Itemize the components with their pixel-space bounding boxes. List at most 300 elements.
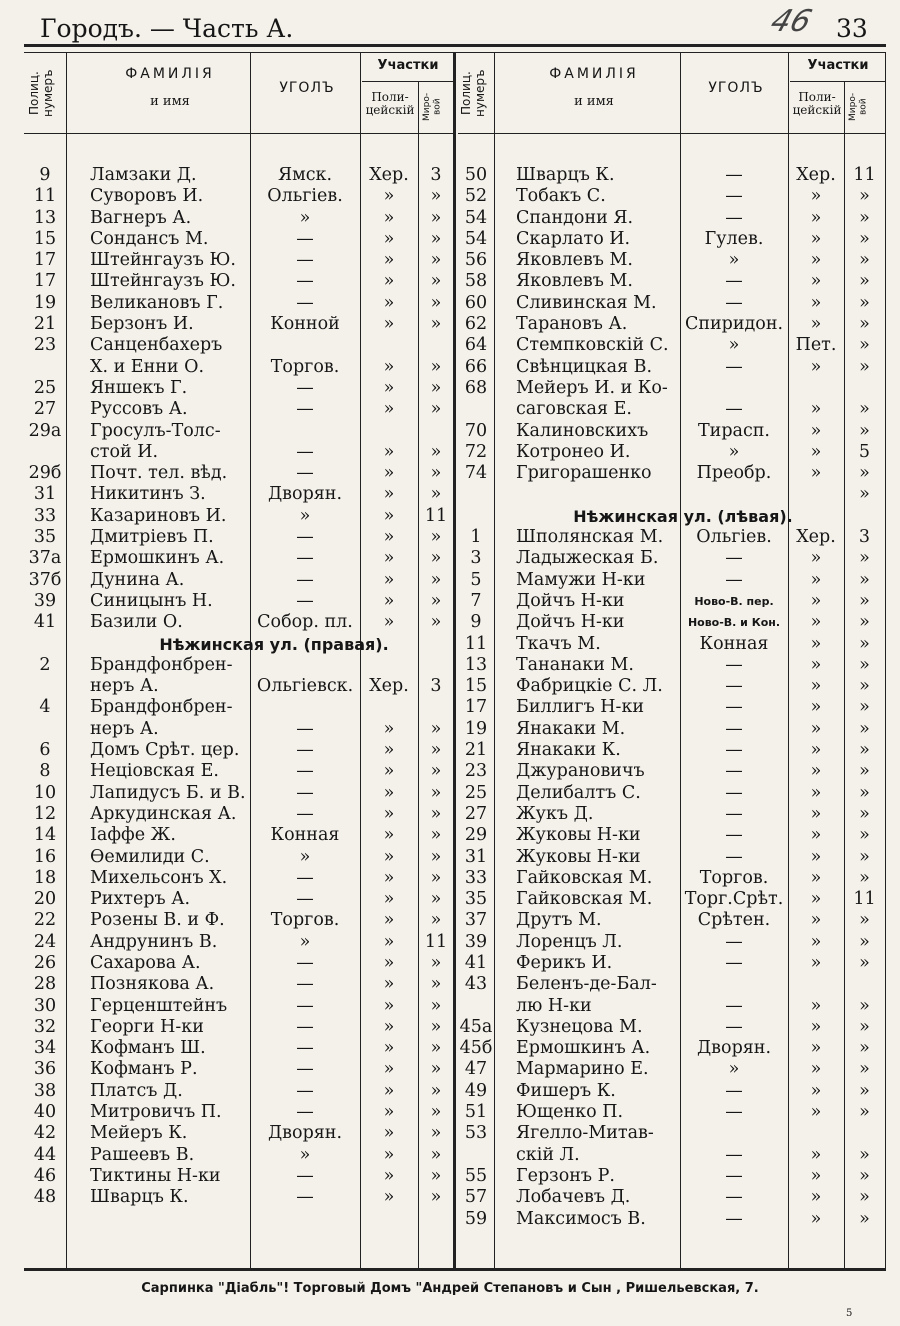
- magistrate-district: »: [859, 207, 870, 228]
- police-district: »: [810, 1038, 822, 1059]
- corner-street: —: [296, 590, 314, 611]
- magistrate-district: »: [859, 1059, 870, 1080]
- police-district: »: [383, 314, 395, 335]
- house-number: 60: [464, 292, 488, 313]
- police-district: »: [810, 1144, 822, 1165]
- magistrate-district: »: [430, 1187, 442, 1208]
- house-number: 3: [470, 548, 482, 569]
- resident-name: Герценштейнъ: [90, 995, 228, 1016]
- police-district: »: [810, 1102, 822, 1123]
- house-number: 62: [464, 314, 488, 335]
- corner-street: Торгов.: [270, 356, 340, 377]
- corner-street: —: [725, 782, 743, 803]
- table-row: [458, 910, 886, 931]
- house-number: 41: [33, 612, 57, 633]
- advertisement-footer: Сарпинка "Діабль"! Торговый Домъ "Андрей Степановъ и Сын , Ришельевская, 7.: [141, 1281, 759, 1296]
- table-row: [458, 548, 886, 569]
- resident-name: Гросулъ-Толс-: [90, 420, 221, 441]
- table-row: [24, 463, 454, 484]
- corner-street: —: [296, 995, 314, 1016]
- magistrate-district: »: [430, 867, 442, 888]
- resident-name: Михельсонъ Х.: [90, 867, 228, 888]
- police-district: »: [383, 250, 395, 271]
- corner-street: —: [296, 271, 314, 292]
- house-number: 52: [464, 186, 488, 207]
- magistrate-district: »: [430, 718, 442, 739]
- house-number: 72: [464, 441, 488, 462]
- house-number: 54: [464, 228, 488, 249]
- house-number: 2: [39, 654, 51, 675]
- police-district: »: [810, 910, 822, 931]
- magistrate-district: 11: [853, 889, 876, 910]
- resident-name: Яковлевъ М.: [516, 250, 633, 271]
- house-number: 53: [464, 1123, 488, 1144]
- resident-name: Сахарова А.: [90, 952, 201, 973]
- table-row: [458, 868, 886, 889]
- resident-name: Дойчъ Н-ки: [516, 590, 625, 611]
- table-row: [458, 1209, 886, 1230]
- signature-mark: 5: [846, 1308, 853, 1319]
- col-num-header: Полиц. нумеръ: [27, 69, 55, 117]
- corner-street: —: [296, 228, 314, 249]
- resident-name: Ермошкинъ А.: [516, 1038, 651, 1059]
- resident-name: Яншекъ Г.: [90, 377, 188, 398]
- magistrate-district: »: [430, 314, 442, 335]
- corner-street: —: [296, 803, 314, 824]
- resident-name: Герзонъ Р.: [516, 1165, 615, 1186]
- table-row: [24, 442, 454, 463]
- resident-name: Делибалтъ С.: [516, 782, 641, 803]
- magistrate-district: »: [430, 569, 442, 590]
- police-district: »: [383, 569, 395, 590]
- table-row: [458, 421, 886, 442]
- magistrate-district: »: [430, 186, 442, 207]
- right-rows: [458, 165, 886, 1230]
- house-number: 50: [464, 165, 488, 185]
- magistrate-district: »: [430, 1080, 442, 1101]
- resident-name: Янакаки М.: [516, 718, 626, 739]
- house-number: 10: [33, 782, 57, 803]
- table-row: [24, 165, 454, 186]
- corner-street: —: [725, 1144, 743, 1165]
- corner-street: Ольгіев.: [267, 186, 343, 207]
- resident-name: Янакаки К.: [516, 740, 621, 761]
- table-row: [24, 932, 454, 953]
- corner-street: —: [296, 761, 314, 782]
- house-number: 33: [33, 505, 57, 526]
- police-district: »: [810, 399, 822, 420]
- magistrate-district: »: [430, 292, 442, 313]
- table-row: [458, 761, 886, 782]
- house-number: 64: [464, 335, 488, 356]
- house-number: 43: [464, 974, 488, 995]
- magistrate-district: »: [859, 1187, 870, 1208]
- resident-name: Ферикъ И.: [516, 952, 613, 973]
- page-number: 33: [836, 14, 868, 43]
- resident-name: Великановъ Г.: [90, 292, 224, 313]
- corner-street: Торгов.: [699, 867, 769, 888]
- corner-street: —: [296, 441, 314, 462]
- police-district: Хер.: [796, 165, 836, 185]
- corner-street: —: [296, 463, 314, 484]
- police-district: »: [383, 1038, 395, 1059]
- table-row: [458, 889, 886, 910]
- corner-street: —: [296, 1059, 314, 1080]
- police-district: »: [383, 718, 395, 739]
- magistrate-district: »: [430, 548, 442, 569]
- table-row: [458, 1081, 886, 1102]
- magistrate-district: »: [859, 569, 870, 590]
- house-number: 18: [33, 867, 57, 888]
- resident-name: Фишеръ К.: [516, 1080, 616, 1101]
- table-row: [458, 612, 886, 633]
- police-district: »: [810, 420, 822, 441]
- table-row: [24, 1081, 454, 1102]
- corner-street: —: [296, 952, 314, 973]
- corner-street: —: [296, 1165, 314, 1186]
- table-row: [458, 186, 886, 207]
- running-header: Городъ. — Часть А.: [40, 14, 294, 43]
- col-police-header: Поли- цейскій: [365, 90, 415, 118]
- house-number: 41: [464, 952, 488, 973]
- resident-name: Мейеръ И. и Ко-: [516, 377, 668, 398]
- corner-street: —: [725, 1208, 743, 1229]
- house-number: 27: [464, 803, 488, 824]
- section-title: Нѣжинская ул. (лѣвая).: [573, 506, 793, 526]
- resident-name: Дойчъ Н-ки: [516, 612, 625, 633]
- police-district: »: [810, 676, 822, 697]
- magistrate-district: 5: [858, 441, 871, 462]
- police-district: »: [383, 377, 395, 398]
- resident-name: Берзонъ И.: [90, 314, 194, 335]
- police-district: »: [810, 250, 822, 271]
- corner-street: —: [725, 676, 743, 697]
- col-corner-header: УГОЛЪ: [279, 80, 335, 96]
- corner-street: »: [728, 441, 740, 462]
- table-row: [24, 1166, 454, 1187]
- house-number: 12: [33, 803, 57, 824]
- corner-street: Конная: [270, 825, 340, 846]
- table-row: [24, 719, 454, 740]
- magistrate-district: 11: [853, 165, 876, 185]
- house-number: 30: [33, 995, 57, 1016]
- house-number: 32: [33, 1016, 57, 1037]
- magistrate-district: »: [430, 910, 442, 931]
- house-number: 26: [33, 952, 57, 973]
- col-plots-header: Участки: [377, 58, 439, 73]
- police-district: »: [810, 889, 822, 910]
- table-row: [24, 1102, 454, 1123]
- table-row: [24, 378, 454, 399]
- magistrate-district: »: [859, 910, 870, 931]
- house-number: 46: [33, 1165, 57, 1186]
- magistrate-district: »: [859, 292, 870, 313]
- corner-street: Ново-В. пер.: [694, 594, 774, 608]
- police-district: »: [810, 548, 822, 569]
- resident-name: скій Л.: [516, 1144, 580, 1165]
- magistrate-district: »: [430, 527, 442, 548]
- house-number: 7: [470, 590, 482, 611]
- magistrate-district: »: [430, 271, 442, 292]
- resident-name: Синицынъ Н.: [90, 590, 213, 611]
- magistrate-district: »: [859, 548, 870, 569]
- house-number: 39: [464, 931, 488, 952]
- table-row: [458, 847, 886, 868]
- magistrate-district: »: [430, 250, 442, 271]
- house-number: 58: [464, 271, 488, 292]
- table-row: [24, 974, 454, 995]
- resident-name: Платсъ Д.: [90, 1080, 183, 1101]
- police-district: »: [383, 889, 395, 910]
- table-row: [24, 484, 454, 505]
- house-number: 56: [464, 250, 488, 271]
- house-number: 44: [33, 1144, 57, 1165]
- left-rows: [24, 165, 454, 1209]
- magistrate-district: »: [430, 1038, 442, 1059]
- magistrate-district: »: [859, 250, 870, 271]
- corner-street: —: [296, 1102, 314, 1123]
- house-number: 40: [33, 1102, 57, 1123]
- police-district: »: [383, 1059, 395, 1080]
- house-number: 37б: [28, 569, 62, 590]
- corner-street: »: [299, 846, 311, 867]
- corner-street: —: [725, 1102, 743, 1123]
- corner-street: Дворян.: [696, 1038, 772, 1059]
- magistrate-district: »: [859, 186, 870, 207]
- police-district: »: [810, 761, 822, 782]
- police-district: »: [383, 612, 395, 633]
- resident-name: Ермошкинъ А.: [90, 548, 225, 569]
- section-heading: [458, 506, 886, 527]
- magistrate-district: »: [859, 718, 870, 739]
- resident-name: Ламзаки Д.: [90, 165, 197, 185]
- resident-name: Казариновъ И.: [90, 505, 227, 526]
- table-row: [24, 996, 454, 1017]
- house-number: 37а: [28, 548, 62, 569]
- table-row: [458, 1102, 886, 1123]
- rule: [24, 133, 454, 134]
- table-row: [458, 1017, 886, 1038]
- house-number: 36: [33, 1059, 57, 1080]
- table-row: [458, 527, 886, 548]
- col-num-header: Полиц. нумеръ: [459, 69, 487, 117]
- magistrate-district: »: [430, 612, 442, 633]
- house-number: 14: [33, 825, 57, 846]
- house-number: 21: [464, 740, 488, 761]
- magistrate-district: »: [430, 1165, 442, 1186]
- resident-name: Аркудинская А.: [90, 803, 237, 824]
- table-row: [24, 506, 454, 527]
- police-district: »: [810, 441, 822, 462]
- right-half-table: [458, 53, 886, 1268]
- resident-name: Григорашенко: [516, 463, 652, 484]
- resident-name: неръ А.: [90, 718, 159, 739]
- corner-street: —: [725, 1165, 743, 1186]
- corner-street: —: [296, 1187, 314, 1208]
- house-number: 35: [33, 527, 57, 548]
- resident-name: Вагнеръ А.: [90, 207, 192, 228]
- house-number: 19: [33, 292, 57, 313]
- resident-name: Домъ Срѣт. цер.: [90, 740, 240, 761]
- police-district: »: [383, 527, 395, 548]
- house-number: 17: [33, 250, 57, 271]
- resident-name: Никитинъ З.: [90, 484, 206, 505]
- police-district: »: [810, 463, 822, 484]
- house-number: 6: [39, 740, 51, 761]
- police-district: »: [383, 292, 395, 313]
- police-district: »: [383, 1187, 395, 1208]
- police-district: »: [383, 803, 395, 824]
- corner-street: —: [725, 931, 743, 952]
- resident-name: Сливинская М.: [516, 292, 657, 313]
- magistrate-district: »: [430, 1144, 442, 1165]
- police-district: »: [810, 825, 822, 846]
- magistrate-district: »: [859, 931, 870, 952]
- police-district: »: [810, 803, 822, 824]
- magistrate-district: »: [859, 995, 870, 1016]
- resident-name: Жуковы Н-ки: [516, 846, 641, 867]
- table-row: [458, 1187, 886, 1208]
- police-district: »: [383, 441, 395, 462]
- resident-name: Шварцъ К.: [90, 1187, 189, 1208]
- corner-street: Конная: [699, 633, 769, 654]
- section-heading: [24, 634, 454, 655]
- magistrate-district: »: [430, 228, 442, 249]
- magistrate-district: »: [859, 1144, 870, 1165]
- table-row: [24, 229, 454, 250]
- resident-name: Розены В. и Ф.: [90, 910, 225, 931]
- resident-name: Брандфонбрен-: [90, 697, 233, 718]
- police-district: »: [383, 463, 395, 484]
- magistrate-district: »: [859, 590, 870, 611]
- table-row: [458, 1059, 886, 1080]
- police-district: »: [383, 952, 395, 973]
- resident-name: Тиктины Н-ки: [90, 1165, 221, 1186]
- resident-name: Брандфонбрен-: [90, 654, 233, 675]
- house-number: 66: [464, 356, 488, 377]
- table-row: [458, 314, 886, 335]
- house-number: 38: [33, 1080, 57, 1101]
- magistrate-district: »: [430, 441, 442, 462]
- police-district: »: [810, 782, 822, 803]
- resident-name: Санценбахеръ: [90, 335, 223, 356]
- corner-street: —: [725, 165, 743, 185]
- resident-name: Штейнгаузъ Ю.: [90, 271, 236, 292]
- house-number: 35: [464, 889, 488, 910]
- police-district: »: [383, 271, 395, 292]
- table-row: [24, 825, 454, 846]
- corner-street: —: [725, 846, 743, 867]
- house-number: 70: [464, 420, 488, 441]
- police-district: »: [810, 846, 822, 867]
- magistrate-district: »: [430, 1059, 442, 1080]
- house-number: 4: [39, 697, 51, 718]
- house-number: 29: [464, 825, 488, 846]
- magistrate-district: »: [430, 463, 442, 484]
- magistrate-district: 3: [858, 527, 871, 548]
- corner-street: —: [725, 1016, 743, 1037]
- col-police-header: Поли- цейскій: [792, 90, 842, 118]
- table-row: [458, 697, 886, 718]
- resident-name: Ѳемилиди С.: [90, 846, 210, 867]
- magistrate-district: »: [859, 740, 870, 761]
- police-district: »: [810, 1187, 822, 1208]
- corner-street: Торг.Срѣт.: [684, 889, 784, 910]
- table-row: [458, 250, 886, 271]
- corner-street: —: [296, 1016, 314, 1037]
- house-number: 15: [464, 676, 488, 697]
- magistrate-district: »: [859, 697, 870, 718]
- resident-name: Жуковы Н-ки: [516, 825, 641, 846]
- magistrate-district: »: [859, 271, 870, 292]
- magistrate-district: »: [859, 803, 870, 824]
- police-district: »: [383, 1123, 395, 1144]
- police-district: »: [810, 633, 822, 654]
- table-row: [458, 655, 886, 676]
- magistrate-district: »: [859, 463, 870, 484]
- magistrate-district: 3: [430, 165, 442, 185]
- house-number: 74: [464, 463, 488, 484]
- house-number: 57: [464, 1187, 488, 1208]
- table-row: [458, 1166, 886, 1187]
- police-district: »: [383, 207, 395, 228]
- corner-street: Дворян.: [267, 1123, 343, 1144]
- resident-name: стой И.: [90, 441, 159, 462]
- table-row: [24, 357, 454, 378]
- table-row: [24, 612, 454, 633]
- police-district: Хер.: [369, 165, 409, 185]
- corner-street: —: [725, 271, 743, 292]
- table-row: [458, 208, 886, 229]
- police-district: »: [810, 271, 822, 292]
- police-district: »: [383, 228, 395, 249]
- magistrate-district: »: [859, 676, 870, 697]
- police-district: »: [810, 1080, 822, 1101]
- table-row: [458, 974, 886, 995]
- corner-street: »: [299, 207, 311, 228]
- resident-name: Руссовъ А.: [90, 399, 188, 420]
- corner-street: —: [725, 548, 743, 569]
- corner-street: Торгов.: [270, 910, 340, 931]
- police-district: »: [810, 569, 822, 590]
- corner-street: »: [299, 505, 311, 526]
- house-number: 29а: [28, 420, 62, 441]
- resident-name: Ющенко П.: [516, 1102, 624, 1123]
- house-number: 28: [33, 974, 57, 995]
- police-district: »: [383, 974, 395, 995]
- magistrate-district: »: [430, 995, 442, 1016]
- table-row: [24, 1017, 454, 1038]
- table-row: [458, 740, 886, 761]
- house-number: 9: [470, 612, 482, 633]
- police-district: »: [383, 1080, 395, 1101]
- corner-street: —: [296, 527, 314, 548]
- corner-street: —: [725, 356, 743, 377]
- corner-street: Собор. пл.: [257, 612, 353, 633]
- magistrate-district: »: [430, 399, 442, 420]
- resident-name: Стемпковскій С.: [516, 335, 669, 356]
- house-number: 13: [464, 654, 488, 675]
- house-number: 8: [39, 761, 51, 782]
- table-row: [458, 996, 886, 1017]
- corner-street: »: [728, 335, 740, 356]
- police-district: »: [810, 228, 822, 249]
- table-row: [24, 570, 454, 591]
- magistrate-district: »: [859, 761, 870, 782]
- police-district: »: [810, 718, 822, 739]
- rule-top-thick: [24, 44, 886, 47]
- house-number: 45а: [459, 1016, 493, 1037]
